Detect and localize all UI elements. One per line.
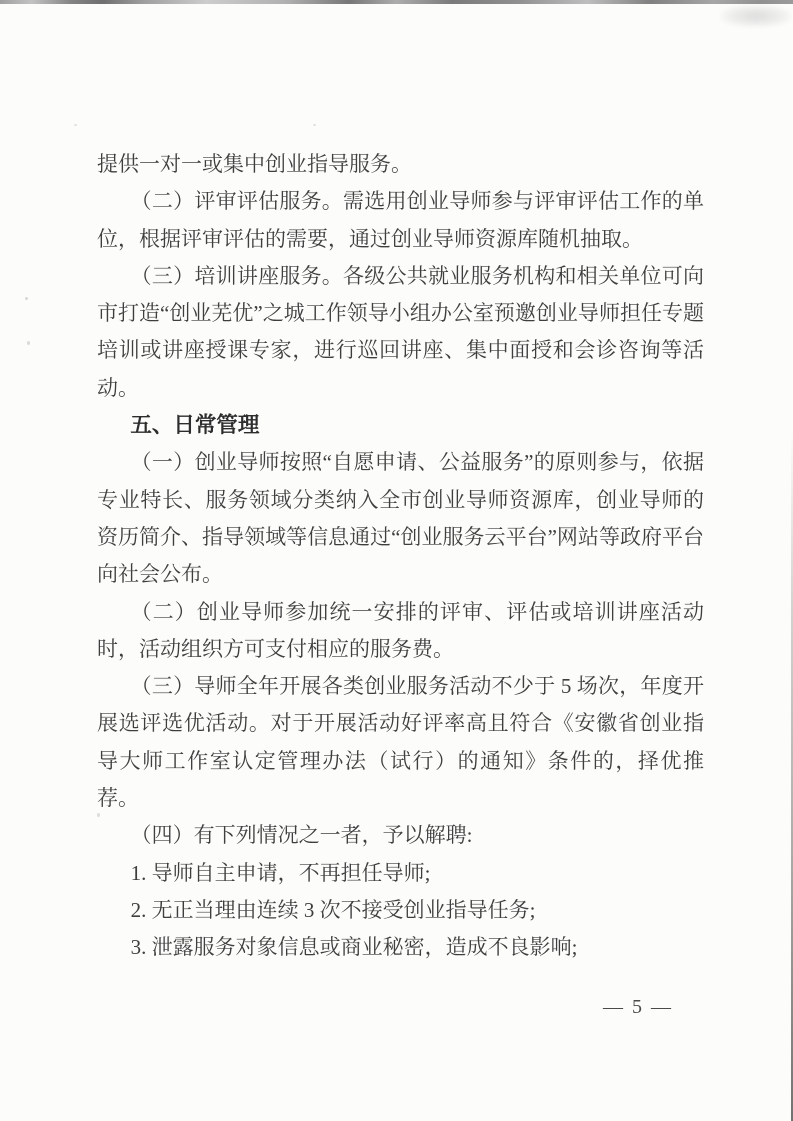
paragraph-dismissal-condition-2: 2. 无正当理由连续 3 次不接受创业指导任务;	[130, 897, 536, 922]
scan-dust-speck	[313, 124, 316, 126]
scan-artifact-smudge	[721, 5, 791, 27]
paragraph-management-item-3: （三）导师全年开展各类创业服务活动不少于 5 场次，年度开展选评选优活动。对于开展活动好评率高且符合《安徽省创业指导大师工作室认定管理办法（试行）的通知》条件的，择优推荐。	[97, 674, 704, 811]
paragraph-management-item-1: （一）创业导师按照“自愿申请、公益服务”的原则参与，依据专业特长、服务领域分类纳入全市创业导师资源库，创业导师的资历简介、指导领域等信息通过“创业服务云平台”网站等政府平台向社会公布。	[97, 450, 704, 587]
scan-dust-speck	[74, 124, 77, 126]
scan-dust-speck	[25, 297, 28, 300]
document-body	[97, 146, 704, 967]
paragraph-dismissal-condition-1: 1. 导师自主申请，不再担任导师;	[130, 860, 431, 885]
paragraph-management-item-2: （二）创业导师参加统一安排的评审、评估或培训讲座活动时，活动组织方可支付相应的服务费。	[97, 599, 704, 661]
paragraph-continuation: 提供一对一或集中创业指导服务。	[97, 152, 412, 176]
paragraph-management-item-4-dismissal: （四）有下列情况之一者，予以解聘:	[130, 823, 473, 848]
paragraph-dismissal-condition-3: 3. 泄露服务对象信息或商业秘密，造成不良影响;	[130, 935, 578, 960]
paragraph-review-evaluation-service: （二）评审评估服务。需选用创业导师参与评审评估工作的单位，根据评审评估的需要，通过创业导师资源库随机抽取。	[97, 189, 704, 251]
scan-artifact-top-edge	[0, 0, 793, 4]
section-heading-daily-management: 五、日常管理	[130, 413, 260, 438]
page-number: — 5 —	[603, 996, 673, 1018]
scan-dust-speck	[27, 341, 30, 345]
paragraph-training-lecture-service: （三）培训讲座服务。各级公共就业服务机构和相关单位可向市打造“创业芜优”之城工作领导小组办公室预邀创业导师担任专题培训或讲座授课专家，进行巡回讲座、集中面授和会诊咨询等活动。	[97, 263, 704, 400]
